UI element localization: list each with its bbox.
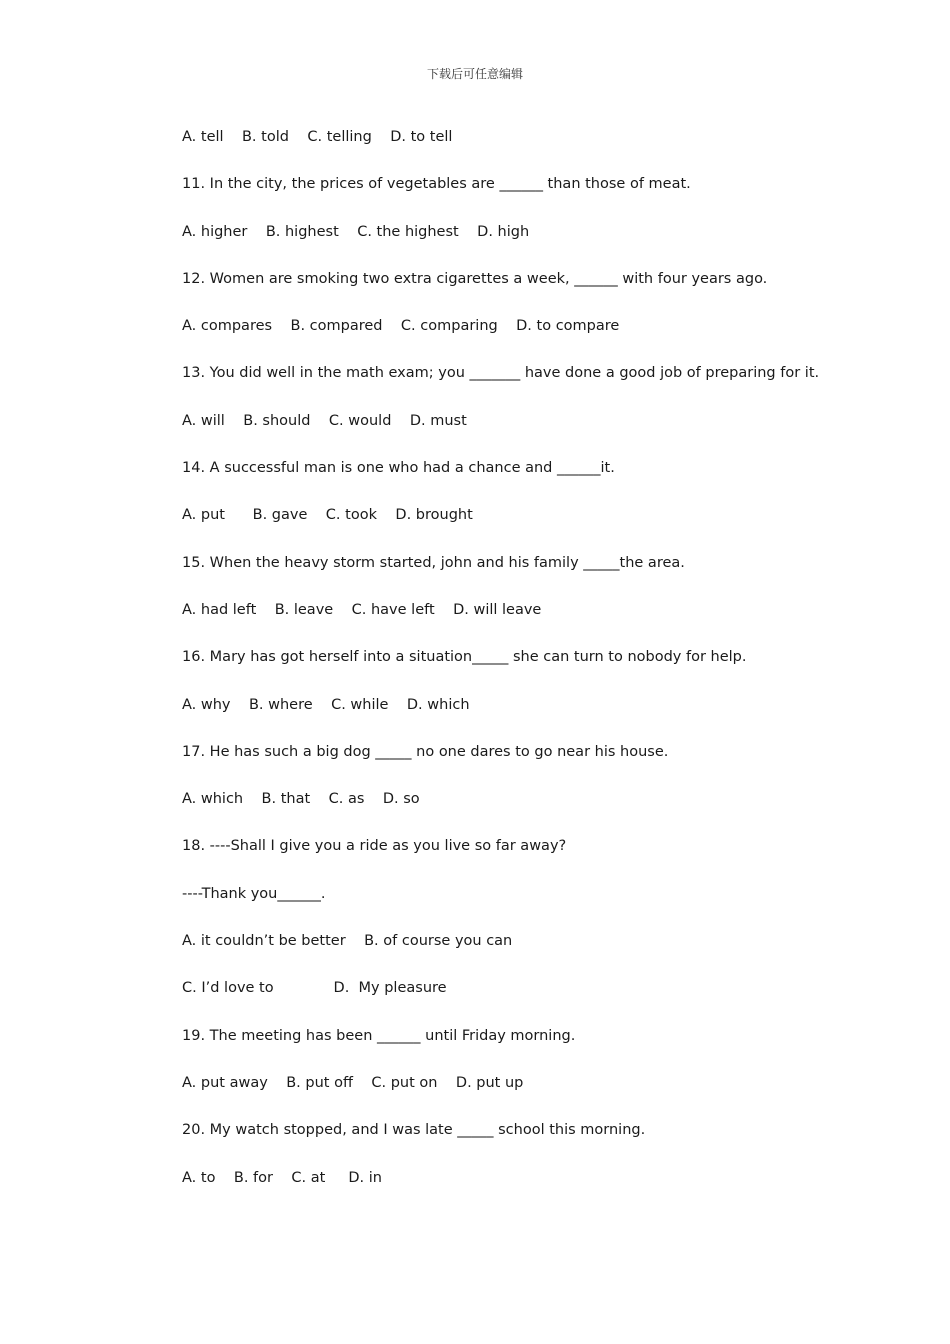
question-line: 14. A successful man is one who had a chance and ______it. xyxy=(182,460,615,477)
options-line: A. had left B. leave C. have left D. will leave xyxy=(182,601,542,618)
question-line: 13. You did well in the math exam; you _______ have done a good job of preparing for it. xyxy=(182,365,820,382)
options-line: A. it couldn’t be better B. of course you can xyxy=(182,933,513,950)
options-line: C. I’d love to D. My pleasure xyxy=(182,980,447,997)
options-line: A. higher B. highest C. the highest D. high xyxy=(182,223,530,240)
page-header: 下载后可任意编辑 xyxy=(426,67,523,81)
document-body xyxy=(182,125,882,1213)
options-line: A. put away B. put off C. put on D. put up xyxy=(182,1074,524,1091)
options-line: A. tell B. told C. telling D. to tell xyxy=(182,129,453,145)
question-line: 17. He has such a big dog _____ no one dares to go near his house. xyxy=(182,743,669,760)
dialogue-line: ----Thank you______. xyxy=(182,885,326,902)
question-line: 20. My watch stopped, and I was late _____ school this morning. xyxy=(182,1122,646,1139)
question-line: 11. In the city, the prices of vegetables are ______ than those of meat. xyxy=(182,176,691,193)
options-line: A. why B. where C. while D. which xyxy=(182,696,470,713)
question-line: 18. ----Shall I give you a ride as you live so far away? xyxy=(182,838,567,855)
options-line: A. put B. gave C. took D. brought xyxy=(182,507,473,524)
options-line: A. will B. should C. would D. must xyxy=(182,412,467,429)
question-line: 15. When the heavy storm started, john and his family _____the area. xyxy=(182,554,685,571)
question-line: 16. Mary has got herself into a situation_____ she can turn to nobody for help. xyxy=(182,649,747,666)
question-line: 19. The meeting has been ______ until Friday morning. xyxy=(182,1027,576,1044)
options-line: A. which B. that C. as D. so xyxy=(182,791,420,808)
options-line: A. to B. for C. at D. in xyxy=(182,1169,382,1186)
question-line: 12. Women are smoking two extra cigarettes a week, ______ with four years ago. xyxy=(182,270,768,287)
options-line: A. compares B. compared C. comparing D. to compare xyxy=(182,318,620,335)
